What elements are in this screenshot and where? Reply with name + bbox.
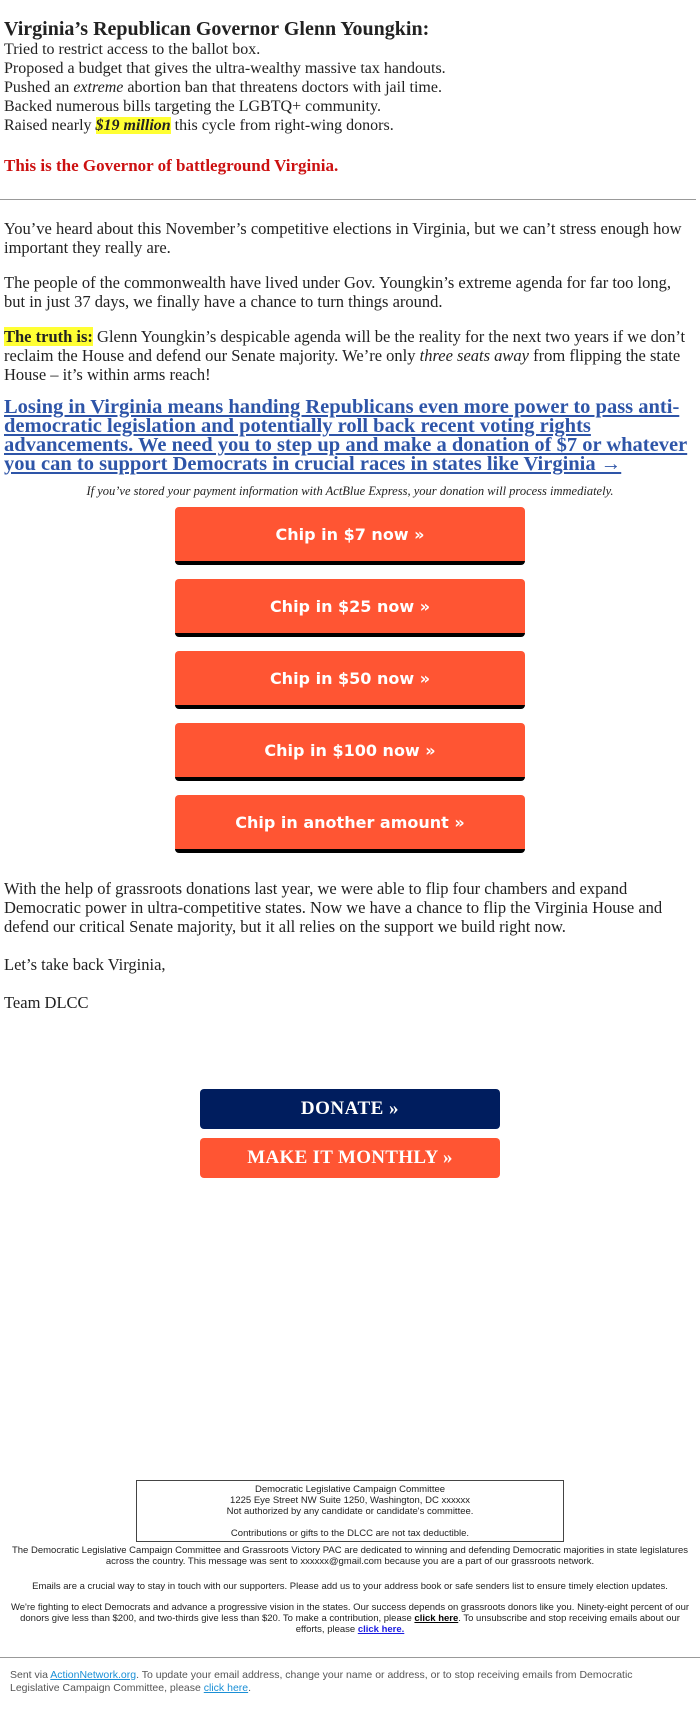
paragraph-4: With the help of grassroots donations last year, we were able to flip four chambers and expand Democratic power in ultra-competitive states. Now we have a chance to flip the Virginia House and defend our critical Senate majority, but it all relies on the support we build right now. <box>4 879 663 936</box>
sent-text-part: . <box>248 1682 252 1694</box>
chip-in-other-button[interactable]: Chip in another amount » <box>175 795 525 853</box>
footer-divider <box>0 1657 700 1658</box>
emphasis-text: extreme <box>73 79 124 96</box>
sent-via-text <box>10 1669 680 1695</box>
truth-highlight: The truth is: <box>4 327 93 346</box>
chip-in-25-button[interactable]: Chip in $25 now » <box>175 579 525 637</box>
contribute-link[interactable]: click here <box>414 1613 459 1624</box>
spacer <box>137 1517 563 1528</box>
bullet-text: Pushed an <box>4 79 74 96</box>
paragraph-1: You’ve heard about this November’s competitive elections in Virginia, but we can’t stress enough how important they really are. <box>4 219 682 257</box>
email-content <box>0 0 700 176</box>
donate-button[interactable]: DONATE » <box>200 1089 500 1129</box>
sign-off: Let’s take back Virginia, <box>4 955 166 974</box>
fight-text-part: We're fighting to elect Democrats and advance a progressive vision in the states. Our success depends on grassroots donors like you. Ninety-eight percent of our donors give less than $200, and two-thirds give less than $20. To make a contribution, please <box>10 1602 690 1624</box>
bullet-text: abortion ban that threatens doctors with jail time. <box>123 79 442 96</box>
sent-text-part: . To update your email address, change your name or address, or to stop receiving emails from Democratic Legislative Campaign Committee, please <box>10 1669 633 1694</box>
actionnetwork-link[interactable]: ActionNetwork.org <box>50 1669 137 1681</box>
paragraph-text: from flipping the state House – it’s within arms reach! <box>4 346 681 384</box>
tax-note: Contributions or gifts to the DLCC are not tax deductible. <box>230 1528 470 1539</box>
emphasis-text: three seats away <box>419 346 529 365</box>
highlighted-amount-text: $19 million <box>95 117 171 134</box>
org-name: Democratic Legislative Campaign Committee <box>254 1484 446 1495</box>
bullet-line <box>4 78 696 97</box>
org-address: 1225 Eye Street NW Suite 1250, Washington, DC xxxxxx <box>230 1495 470 1506</box>
bullet-text: this cycle from right-wing donors. <box>170 117 394 134</box>
bottom-buttons <box>0 1089 700 1178</box>
sent-text-part: Sent via <box>10 1669 51 1681</box>
make-it-monthly-button[interactable]: MAKE IT MONTHLY » <box>200 1138 500 1178</box>
authorization-note: Not authorized by any candidate or candidate's committee. <box>226 1506 474 1517</box>
divider <box>0 199 696 200</box>
chip-in-7-button[interactable]: Chip in $7 now » <box>175 507 525 565</box>
chip-in-50-button[interactable]: Chip in $50 now » <box>175 651 525 709</box>
fight-text <box>10 1602 690 1635</box>
headline: Virginia’s Republican Governor Glenn Youngkin: <box>4 18 430 40</box>
actblue-express-note: If you’ve stored your payment information with ActBlue Express, your donation will process immediately. <box>86 484 614 498</box>
bullet-line <box>4 116 696 135</box>
emails-text: Emails are a crucial way to stay in touch with our supporters. Please add us to your address book or safe senders list to ensure timely election updates. <box>32 1581 668 1592</box>
footer-disclaimer-box <box>136 1480 564 1542</box>
chip-in-buttons <box>0 507 700 867</box>
alert-text: This is the Governor of battleground Virginia. <box>4 156 339 175</box>
chip-in-100-button[interactable]: Chip in $100 now » <box>175 723 525 781</box>
paragraph-text: Glenn Youngkin’s despicable agenda will be the reality for the next two years if we don’t reclaim the House and defend our Senate majority. We’re only <box>4 327 686 365</box>
mission-text: The Democratic Legislative Campaign Committee and Grassroots Victory PAC are dedicated to winning and defending Democratic majorities in state legislatures across the country. This message was sent to xxxxxx@gmail.com because you are a part of our grassroots network. <box>11 1545 689 1567</box>
unsubscribe-link[interactable]: click here. <box>357 1624 405 1635</box>
bullet-line: Proposed a budget that gives the ultra-wealthy massive tax handouts. <box>4 60 446 77</box>
closing-copy <box>0 879 700 1012</box>
main-copy <box>0 219 700 499</box>
paragraph-2: The people of the commonwealth have lived under Gov. Youngkin’s extreme agenda for far too long, but in just 37 days, we finally have a chance to turn things around. <box>4 273 672 311</box>
fight-text-part: . To unsubscribe and stop receiving emails about our efforts, please <box>295 1613 680 1635</box>
update-prefs-link[interactable]: click here <box>203 1682 249 1694</box>
paragraph-3 <box>4 327 696 384</box>
donate-cta-link[interactable]: Losing in Virginia means handing Republicans even more power to pass anti-democratic legislation and potentially roll back recent voting rights advancements. We need you to step up and make a donation of $7 or whatever you can to support Democrats in crucial races in states like Virginia → <box>4 396 688 475</box>
bullet-text: Raised nearly <box>4 117 96 134</box>
signature: Team DLCC <box>4 993 89 1012</box>
bullet-line: Backed numerous bills targeting the LGBTQ+ community. <box>4 98 381 115</box>
bullet-line: Tried to restrict access to the ballot box. <box>4 41 261 58</box>
highlighted-amount <box>96 117 171 134</box>
